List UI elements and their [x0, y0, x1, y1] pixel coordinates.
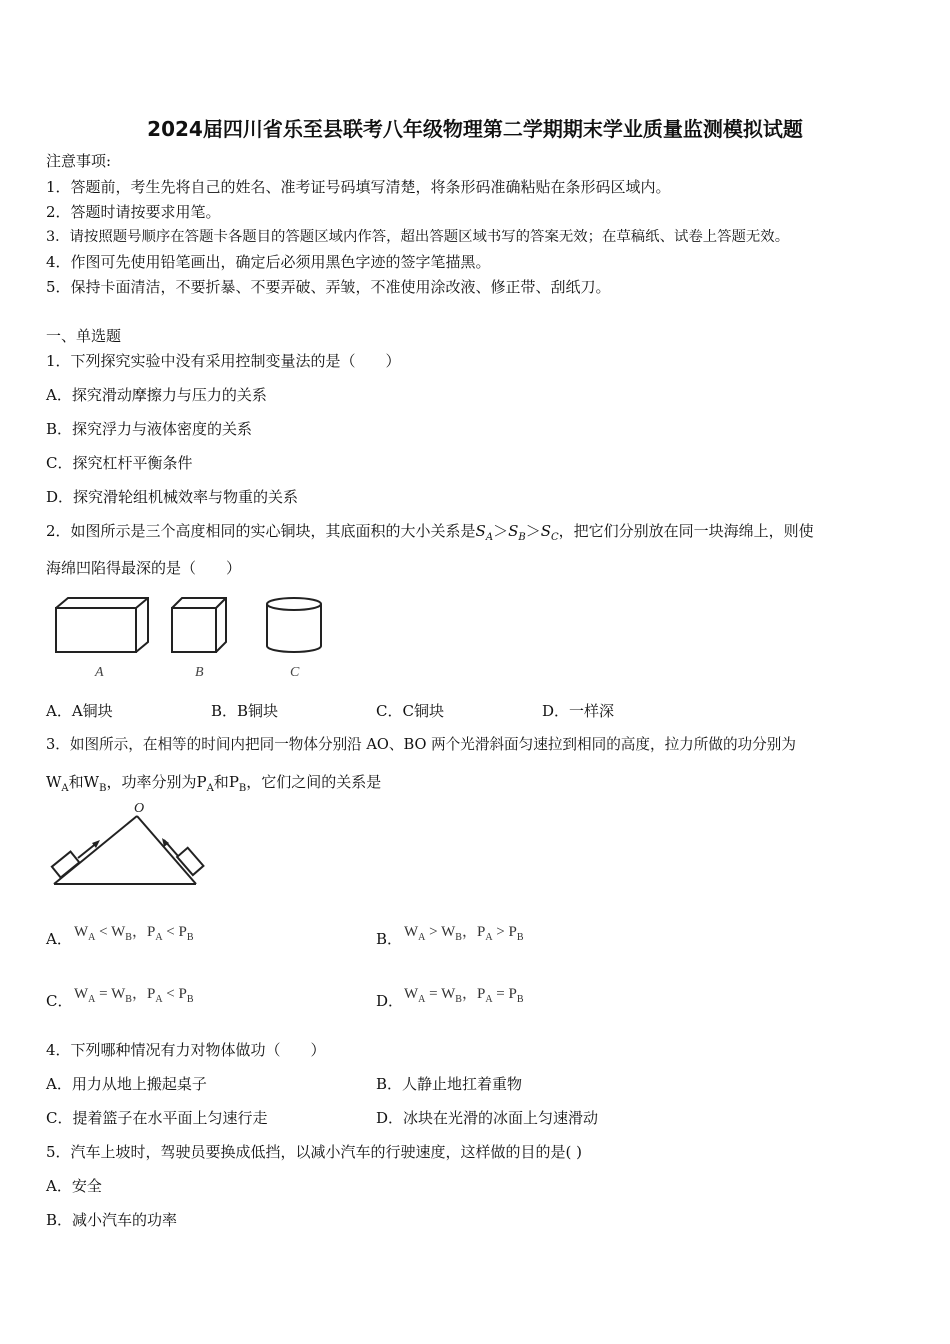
q3-option-d-formula: $W_A = W_B$，$P_A = P_B$	[404, 986, 524, 1005]
q2-stem-part1: 2．如图所示是三个高度相同的实心铜块，其底面积的大小关系是	[46, 522, 476, 540]
q2-option-d: D．一样深	[542, 702, 615, 720]
q2-stem-part2: ，把它们分别放在同一块海绵上，则使	[558, 522, 814, 540]
q2-stem	[46, 522, 814, 547]
q5-option-b: B．减小汽车的功率	[46, 1211, 178, 1229]
q1-option-d: D．探究滑轮组机械效率与物重的关系	[46, 488, 299, 506]
q3-stem-line1: 3．如图所示，在相等的时间内把同一物体分别沿 AO、BO 两个光滑斜面匀速拉到相同的高度，拉力所做的功分别为	[46, 736, 796, 753]
q1-stem: 1．下列探究实验中没有采用控制变量法的是（ ）	[46, 352, 401, 370]
notice-item: 3．请按照题号顺序在答题卡各题目的答题区域内作答，超出答题区域书写的答案无效；在草稿纸、试卷上答题无效。	[46, 229, 790, 245]
q2-option-a: A．A铜块	[46, 702, 113, 720]
q3-option-b-letter: B．	[376, 930, 403, 948]
q1-option-c: C．探究杠杆平衡条件	[46, 454, 193, 472]
q2-figure	[50, 592, 340, 684]
q2-option-c: C．C铜块	[376, 702, 444, 720]
q4-stem: 4．下列哪种情况有力对物体做功（ ）	[46, 1041, 326, 1059]
q3-figure	[40, 800, 220, 892]
q2-option-b: B．B铜块	[211, 702, 279, 720]
notice-item: 1．答题前，考生先将自己的姓名、准考证号码填写清楚，将条形码准确粘贴在条形码区域内。	[46, 178, 671, 196]
q2-area-c: $S_C$	[540, 522, 559, 543]
block-right	[177, 848, 203, 875]
notice-item: 5．保持卡面清洁，不要折暴、不要弄破、弄皱，不准使用涂改液、修正带、刮纸刀。	[46, 278, 611, 296]
q3-option-c-letter: C．	[46, 992, 73, 1010]
fig-label-c: C	[290, 665, 300, 680]
q3-stem-line2: $W_A$和$W_B$，功率分别为$P_A$和$P_B$，它们之间的关系是	[46, 773, 382, 794]
q1-option-a: A．探究滑动摩擦力与压力的关系	[46, 386, 267, 404]
q2-gt: ＞	[525, 522, 541, 540]
q5-stem: 5．汽车上坡时，驾驶员要换成低挡，以减小汽车的行驶速度，这样做的目的是( )	[46, 1143, 583, 1161]
q2-stem-line2: 海绵凹陷得最深的是（ ）	[46, 559, 242, 577]
q4-option-d: D．冰块在光滑的冰面上匀速滑动	[376, 1109, 599, 1127]
block-a-shape	[56, 598, 148, 652]
notice-item: 2．答题时请按要求用笔。	[46, 203, 221, 221]
q1-option-b: B．探究浮力与液体密度的关系	[46, 420, 253, 438]
block-c-shape	[267, 598, 321, 652]
fig-label-o: O	[134, 801, 145, 816]
q3-option-d-letter: D．	[376, 992, 404, 1010]
fig-label-b: B	[195, 665, 204, 680]
block-b-shape	[172, 598, 226, 652]
q4-option-c: C．提着篮子在水平面上匀速行走	[46, 1109, 268, 1127]
block-left	[52, 852, 79, 878]
section-heading: 一、单选题	[46, 327, 122, 345]
page-title: 2024届四川省乐至县联考八年级物理第二学期期末学业质量监测模拟试题	[147, 117, 803, 141]
incline-bo	[137, 816, 196, 884]
q3-option-b-formula: $W_A > W_B$，$P_A > P_B$	[404, 924, 524, 943]
q3-option-c-formula: $W_A = W_B$，$P_A < P_B$	[74, 986, 194, 1005]
q2-area-b: $S_B$	[508, 522, 526, 543]
q2-gt: ＞	[493, 522, 509, 540]
q4-option-a: A．用力从地上搬起桌子	[46, 1075, 207, 1093]
q3-option-a-letter: A．	[46, 930, 72, 948]
q3-option-a-formula: $W_A < W_B$，$P_A < P_B$	[74, 924, 194, 943]
fig-label-a: A	[95, 665, 104, 680]
notice-heading: 注意事项:	[46, 152, 112, 170]
q5-option-a: A．安全	[46, 1177, 102, 1195]
notice-item: 4．作图可先使用铅笔画出，确定后必须用黑色字迹的签字笔描黑。	[46, 253, 491, 271]
q2-area-a: $S_A$	[475, 522, 494, 543]
q4-option-b: B．人静止地扛着重物	[376, 1075, 523, 1093]
